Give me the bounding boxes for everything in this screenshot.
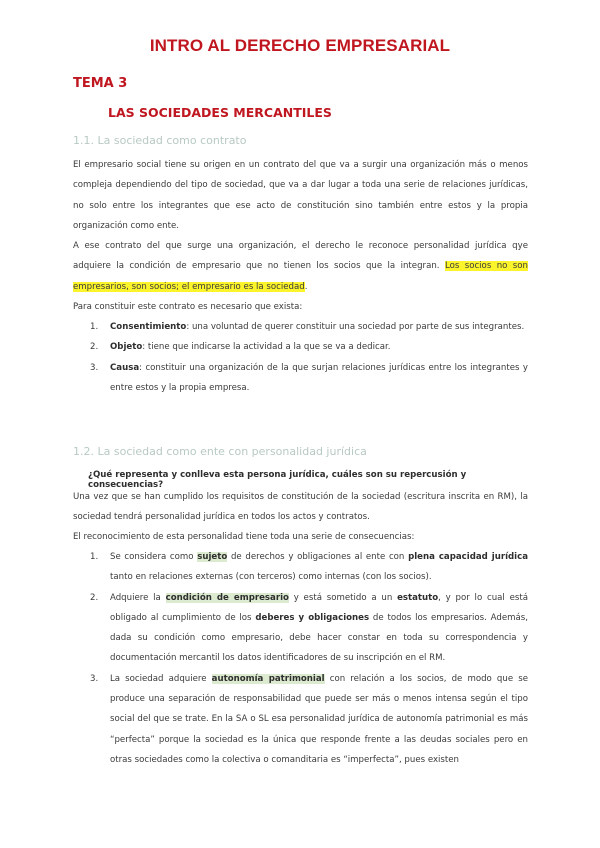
document-title: INTRO AL DERECHO EMPRESARIAL	[149, 36, 451, 55]
paragraph: El reconocimiento de esta personalidad tiene toda una serie de consecuencias:	[73, 532, 415, 542]
list-item	[90, 337, 528, 357]
list-text: : constituir una organización de la que surjan relaciones jurídicas entre los integrantes y entre estos y la propia empresa.	[110, 362, 528, 393]
chapter-subtitle: LAS SOCIEDADES MERCANTILES	[108, 105, 332, 120]
bold-term: plena capacidad jurídica	[408, 552, 529, 562]
paragraph-text: A ese contrato del que surge una organización, el derecho le reconoce personalidad jurídica qye adquiere la condición de empresario que no tienen los socios que la integran.	[73, 241, 528, 272]
list-term: Causa	[110, 362, 140, 373]
list-item	[90, 358, 528, 399]
key-question: ¿Qué representa y conlleva esta persona jurídica, cuáles son su repercusión y consecuencias?	[88, 470, 467, 490]
list-item	[90, 317, 528, 337]
requirements-list	[90, 317, 528, 398]
highlighted-term: sujeto	[197, 552, 228, 562]
list-item	[90, 547, 528, 588]
paragraph	[73, 236, 528, 297]
list-term: Objeto	[110, 342, 143, 353]
list-item	[90, 588, 528, 669]
chapter-heading: TEMA 3	[73, 76, 128, 91]
list-number: 2.	[90, 592, 99, 603]
list-text: : una voluntad de querer constituir una sociedad por parte de sus integrantes.	[186, 322, 525, 332]
list-text: , y por lo cual está obligado al cumplimiento de los	[110, 592, 528, 623]
list-text: Se considera como	[110, 552, 198, 562]
list-number: 1.	[90, 322, 99, 332]
section-heading-1-1: 1.1. La sociedad como contrato	[73, 134, 247, 147]
list-number: 3.	[90, 673, 99, 684]
list-text: tanto en relaciones externas (con terceros) como internas (con los socios).	[110, 572, 432, 583]
list-number: 2.	[90, 342, 99, 353]
list-item	[90, 669, 528, 770]
paragraph-text: .	[304, 281, 308, 292]
list-text: Adquiere la	[110, 592, 166, 603]
highlighted-term: autonomía patrimonial	[211, 673, 325, 684]
list-term: Consentimiento	[110, 322, 187, 332]
list-text: con relación a los socios, de modo que se produce una separación de responsabilidad que puede ser más o menos intensa según el tipo social del que se trate. En la SA o SL esa personalidad jurídica de autonomía patrimonial es más “perfecta” porque la sociedad es la única que responde frente a las deudas sociales pero en otras sociedades como la colectiva o comanditaria es “imperfecta”, pues existen	[110, 673, 528, 765]
bold-term: estatuto	[397, 592, 439, 603]
section-heading-1-2: 1.2. La sociedad como ente con personalidad jurídica	[73, 445, 367, 458]
list-text: de todos los empresarios. Además, dada su condición como empresario, debe hacer constar en toda su correspondencia y documentación mercantil los datos identificadores de su inscripción en el RM.	[110, 612, 528, 664]
consequences-list	[90, 547, 528, 770]
paragraph: Para constituir este contrato es necesario que exista:	[73, 302, 303, 312]
list-text: La sociedad adquiere	[110, 673, 212, 684]
list-number: 3.	[90, 362, 99, 373]
paragraph: El empresario social tiene su origen en un contrato del que va a surgir una organización más o menos compleja dependiendo del tipo de sociedad, que va a dar lugar a toda una serie de relaciones jurídicas, no solo entre los integrantes que ese acto de constitución sino también entre estos y la propia organización como ente.	[73, 160, 528, 231]
list-number: 1.	[90, 552, 99, 562]
list-text: y está sometido a un	[288, 592, 398, 603]
list-text: : tiene que indicarse la actividad a la que se va a dedicar.	[142, 342, 391, 353]
highlighted-term: condición de empresario	[165, 592, 289, 603]
highlighted-text: Los socios no son empresarios, son socios; el empresario es la sociedad	[73, 261, 528, 292]
paragraph: Una vez que se han cumplido los requisitos de constitución de la sociedad (escritura inscrita en RM), la sociedad tendrá personalidad jurídica en todos los actos y contratos.	[73, 492, 528, 523]
bold-term: deberes y obligaciones	[255, 612, 370, 623]
list-text: de derechos y obligaciones al ente con	[227, 552, 409, 562]
